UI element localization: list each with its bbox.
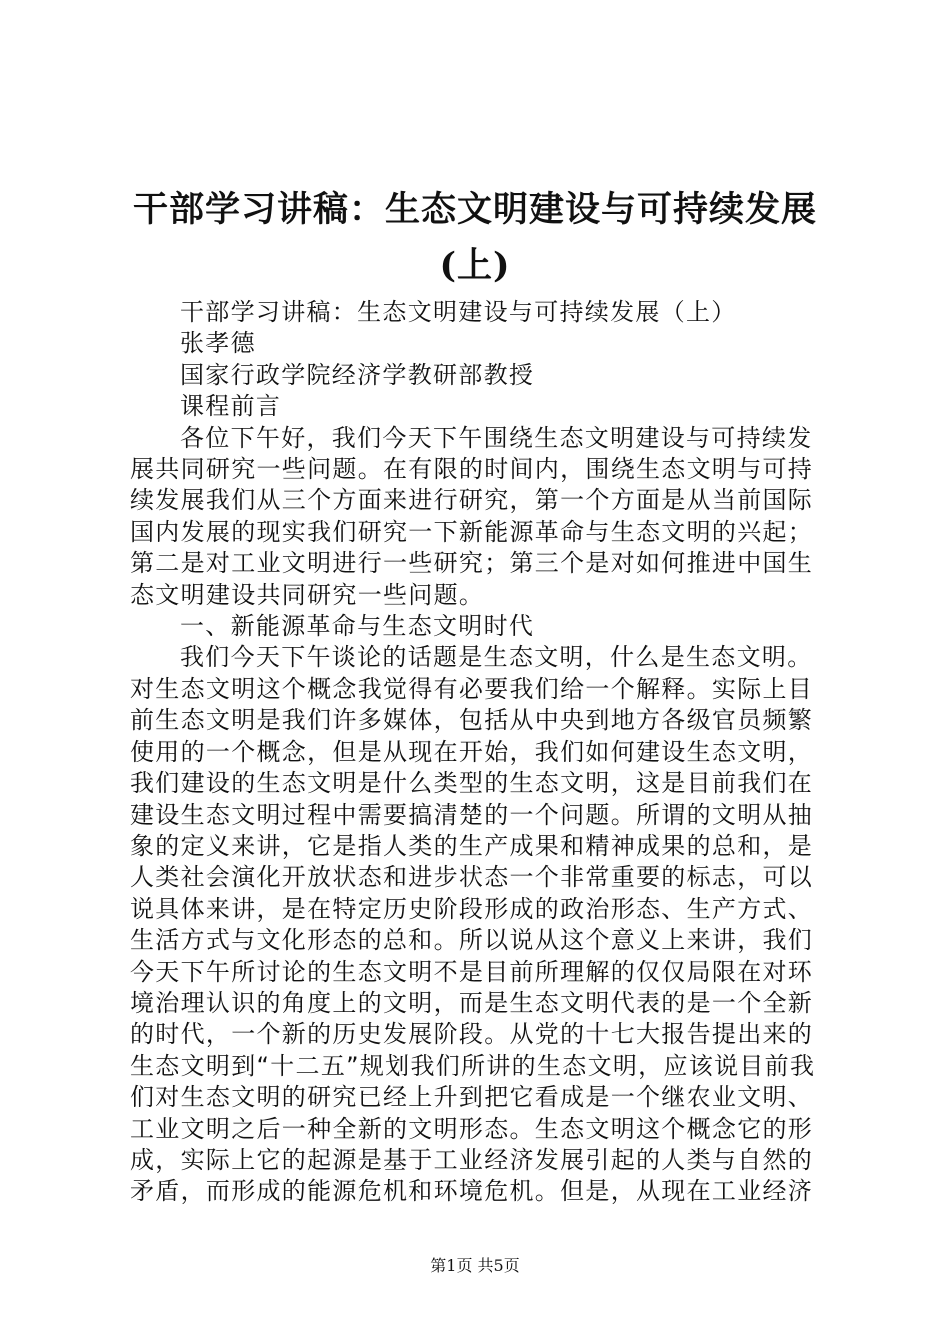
document-body <box>130 297 830 1208</box>
subtitle-paragraph: 干部学习讲稿：生态文明建设与可持续发展（上） <box>180 298 737 326</box>
author-affiliation: 国家行政学院经济学教研部教授 <box>180 360 535 389</box>
document-title-line-1: 干部学习讲稿：生态文明建设与可持续发展 <box>132 189 817 230</box>
body-paragraph: 我们今天下午谈论的话题是生态文明，什么是生态文明。对生态文明这个概念我觉得有必要我们给一个解释。实际上目前生态文明是我们许多媒体，包括从中央到地方各级官员频繁使用的一个概念，但是从现在开始，我们如何建设生态文明，我们建设的生态文明是什么类型的生态文明，这是目前我们在建设生态文明过程中需要搞清楚的一个问题。所谓的文明从抽象的定义来讲，它是指人类的生产成果和精神成果的总和，是人类社会演化开放状态和进步状态一个非常重要的标志，可以说具体来讲，是在特定历史阶段形成的政治形态、生产方式、生活方式与文化形态的总和。所以说从这个意义上来讲，我们今天下午所讨论的生态文明不是目前所理解的仅仅局限在对环境治理认识的角度上的文明，而是生态文明代表的是一个全新的时代，一个新的历史发展阶段。从党的十七大报告提出来的生态文明到“十二五”规划我们所讲的生态文明，应该说目前我们对生态文明的研究已经上升到把它看成是一个继农业文明、工业文明之后一种全新的文明形态。生态文明这个概念它的形成，实际上它的起源是基于工业经济发展引起的人类与自然的矛盾，而形成的能源危机和环境危机。但是，从现在工业经济 <box>130 643 816 1206</box>
section-heading-1: 一、新能源革命与生态文明时代 <box>180 612 535 641</box>
page-number-footer: 第1页 共5页 <box>430 1256 520 1275</box>
body-paragraph: 各位下午好，我们今天下午围绕生态文明建设与可持续发展共同研究一些问题。在有限的时间内，围绕生态文明与可持续发展我们从三个方面来进行研究，第一个方面是从当前国际国内发展的现实我们研究一下新能源革命与生态文明的兴起；第二是对工业文明进行一些研究；第三个是对如何推进中国生态文明建设共同研究一些问题。 <box>130 423 814 609</box>
author-name: 张孝德 <box>180 329 256 358</box>
document-title-line-2: (上) <box>439 245 511 286</box>
section-heading-preface: 课程前言 <box>180 392 282 421</box>
